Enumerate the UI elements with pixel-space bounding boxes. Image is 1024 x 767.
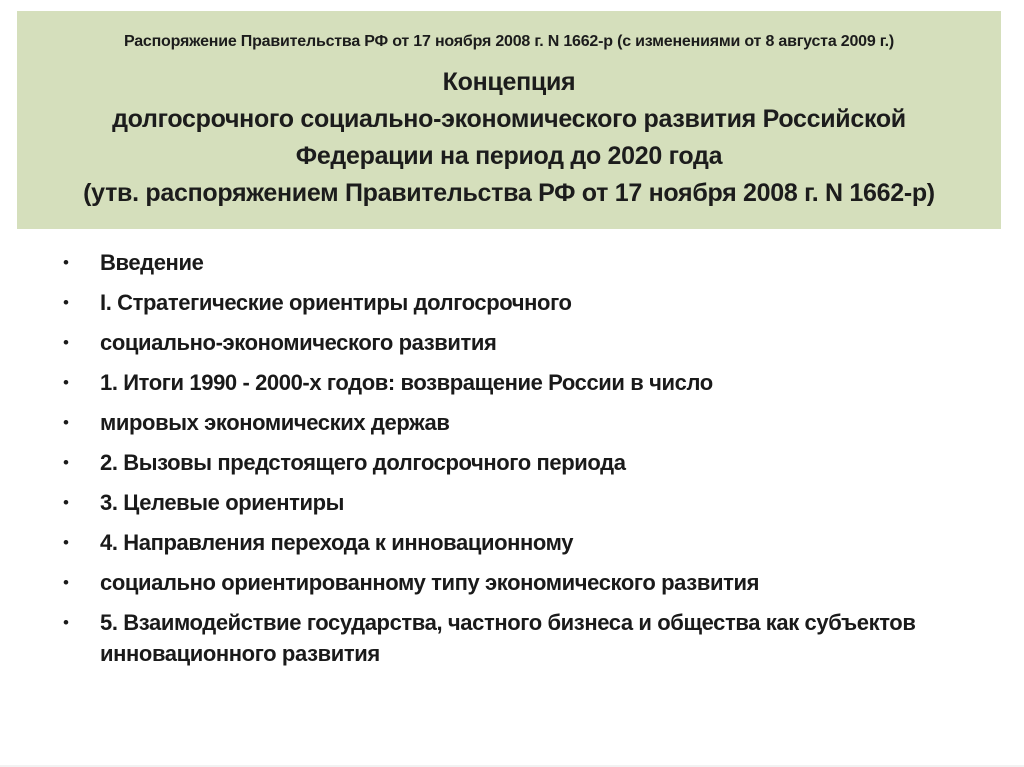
bullet-icon: • xyxy=(63,613,69,632)
slide-title-line-1: Концепция xyxy=(442,67,576,96)
bullet-icon: • xyxy=(63,493,69,512)
list-item xyxy=(63,607,943,669)
list-item xyxy=(63,447,943,478)
list-item-label: 5. Взаимодействие государства, частного бизнеса и общества как субъектов инновационного развития xyxy=(100,610,916,666)
list-item-label: 1. Итоги 1990 - 2000-х годов: возвращение России в число xyxy=(100,370,713,395)
list-item-label: мировых экономических держав xyxy=(100,410,450,435)
bullet-icon: • xyxy=(63,533,69,552)
list-item-label: 2. Вызовы предстоящего долгосрочного периода xyxy=(100,450,626,475)
list-item xyxy=(63,327,943,358)
slide-title-line-3: (утв. распоряжением Правительства РФ от 17 ноября 2008 г. N 1662-р) xyxy=(83,178,935,207)
bullet-icon: • xyxy=(63,413,69,432)
list-item-label: 3. Целевые ориентиры xyxy=(100,490,345,515)
slide-header xyxy=(17,11,1001,229)
slide-title-line-2: долгосрочного социально-экономического развития Российской Федерации на период до 2020 года xyxy=(112,104,906,170)
list-item-label: социально ориентированному типу экономического развития xyxy=(100,570,760,595)
list-item-label: 4. Направления перехода к инновационному xyxy=(100,530,574,555)
bullet-icon: • xyxy=(63,293,69,312)
bullet-icon: • xyxy=(63,373,69,392)
bullet-icon: • xyxy=(63,253,69,272)
document-reference-line: Распоряжение Правительства РФ от 17 ноября 2008 г. N 1662-р (с изменениями от 8 августа 2009 г.) xyxy=(123,32,895,50)
list-item-label: социально-экономического развития xyxy=(100,330,497,355)
list-item-label: Введение xyxy=(100,250,204,275)
list-item xyxy=(63,487,943,518)
list-item-label: I. Стратегические ориентиры долгосрочного xyxy=(100,290,572,315)
list-item xyxy=(63,407,943,438)
bullet-icon: • xyxy=(63,453,69,472)
table-of-contents-list xyxy=(63,247,943,678)
list-item xyxy=(63,287,943,318)
bullet-icon: • xyxy=(63,573,69,592)
list-item xyxy=(63,527,943,558)
list-item xyxy=(63,247,943,278)
bullet-icon: • xyxy=(63,333,69,352)
list-item xyxy=(63,567,943,598)
list-item xyxy=(63,367,943,398)
